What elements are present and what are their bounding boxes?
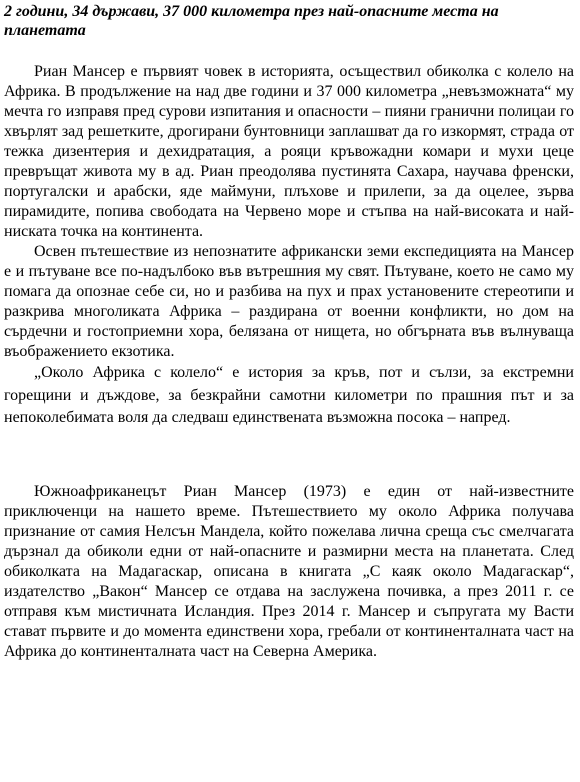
document-heading: 2 години, 34 държави, 37 000 километра през най-опасните места на планетата [4, 3, 499, 39]
body-paragraph-2: Освен пътешествие из непознатите африкански земи експедицията на Мансер е и пътуване все по-надълбоко във вътрешния му свят. Пътуване, което не само му помага да опознае себе си, но и разбива на пух и прах установените стереотипи и разкрива многоликата Африка – раздирана от военни конфликти, но дом на сърдечни и гостоприемни хора, белязана от нищета, но обгърната във вълнуваща въображението екзотика. [4, 243, 574, 360]
author-bio-paragraph: Южноафриканецът Риан Мансер (1973) е един от най-известните приключенци на нашето време. Пътешествието му около Африка получава признание от самия Нелсън Мандела, който пожелава лична среща със смелчагата дързнал да обиколи едни от най-опасните и размирни места на планетата. След обиколката на Мадагаскар, описана в книгата „С каяк около Мадагаскар“, издателство „Вакон“ Мансер се отдава на заслужена почивка, а през 2011 г. се отправя към мистичната Исландия. През 2014 г. Мансер и съпругата му Васти стават първите и до момента единствени хора, гребали от континенталната част на Африка до континенталната част на Северна Америка. [4, 482, 574, 660]
body-paragraph-1: Риан Мансер е първият човек в историята, осъществил обиколка с колело на Африка. В продължение на над две години и 37 000 километра „невъзможната“ му мечта го изправя пред сурови изпитания и опасности – пияни гранични полицаи го хвърлят зад решетките, дрогирани бунтовници заплашват да го изкормят, страда от тежка дизентерия и дехидратация, а рояци кръвожадни комари и мухи цеце превръщат живота му в ад. Риан преодолява пустинята Сахара, научава френски, португалски и арабски, яде маймуни, плъхове и прилепи, за да оцелее, зърва пирамидите, попива свободата на Червено море и стъпва на най-високата и най-ниската точка на континента. [4, 63, 574, 240]
body-paragraph-3: „Около Африка с колело“ е история за кръв, пот и сълзи, за екстремни горещини и дъждове, за безкрайни самотни километри по прашния път и за непоколебимата воля да следваш единствената възможна посока – напред. [4, 364, 574, 426]
